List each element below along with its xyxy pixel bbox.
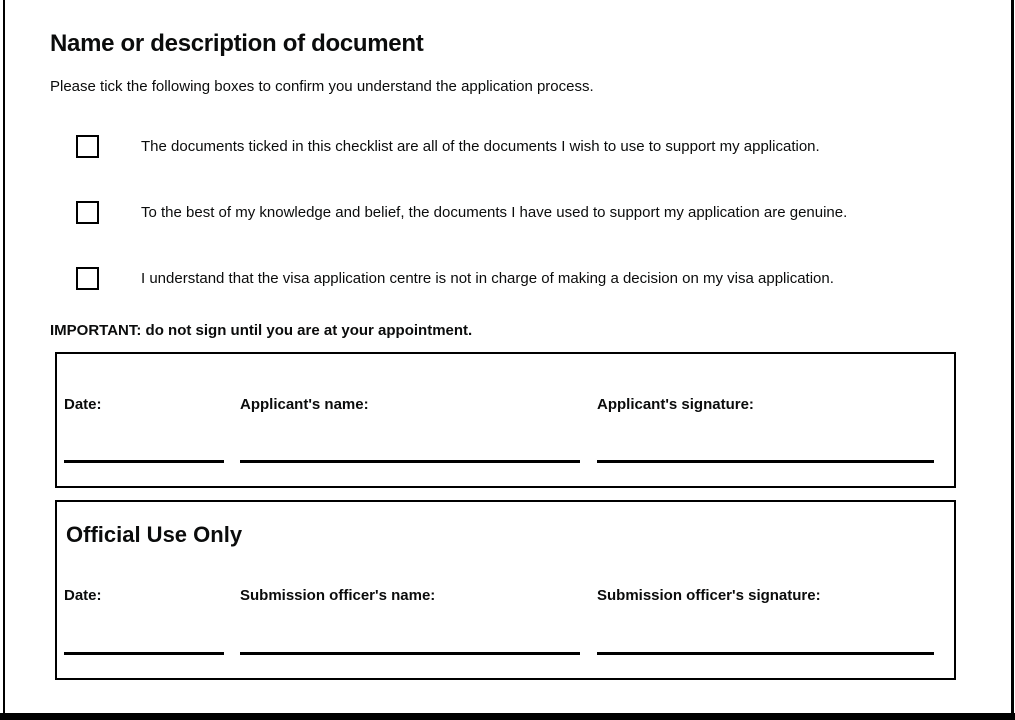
- checklist-item-label: I understand that the visa application centre is not in charge of making a decision on my visa application.: [141, 270, 834, 287]
- name-line[interactable]: [240, 460, 580, 463]
- field-officer-name: [240, 502, 580, 678]
- field-label: Submission officer's signature:: [597, 587, 821, 604]
- field-label: Date:: [64, 396, 102, 413]
- official-use-heading: Official Use Only: [66, 522, 243, 547]
- confirmation-checkbox-1[interactable]: [76, 135, 99, 158]
- page-title: Name or description of document: [50, 30, 424, 57]
- date-line[interactable]: [64, 652, 224, 655]
- checklist-item-label: To the best of my knowledge and belief, the documents I have used to support my application are genuine.: [141, 204, 848, 221]
- date-line[interactable]: [64, 460, 224, 463]
- field-label: Applicant's signature:: [597, 396, 754, 413]
- important-note: IMPORTANT: do not sign until you are at your appointment.: [50, 322, 473, 339]
- field-label: Submission officer's name:: [240, 587, 436, 604]
- field-official-date: [64, 502, 224, 678]
- name-line[interactable]: [240, 652, 580, 655]
- field-applicant-name: [240, 354, 580, 486]
- official-use-box: [55, 500, 956, 680]
- checklist-item-documents-ticked: [76, 135, 820, 158]
- signature-line[interactable]: [597, 460, 934, 463]
- page-border-right: [1011, 0, 1014, 720]
- applicant-signature-box: [55, 352, 956, 488]
- field-label: Date:: [64, 587, 102, 604]
- intro-text: Please tick the following boxes to confirm you understand the application process.: [50, 78, 594, 95]
- page-border-left: [3, 0, 5, 720]
- field-officer-signature: [597, 502, 934, 678]
- field-applicant-signature: [597, 354, 934, 486]
- field-label: Applicant's name:: [240, 396, 369, 413]
- confirmation-checkbox-3[interactable]: [76, 267, 99, 290]
- page-border-bottom: [0, 713, 1015, 720]
- checklist-item-documents-genuine: [76, 201, 847, 224]
- signature-line[interactable]: [597, 652, 934, 655]
- checklist-item-label: The documents ticked in this checklist are all of the documents I wish to use to support my application.: [141, 138, 820, 155]
- field-applicant-date: [64, 354, 224, 486]
- confirmation-checkbox-2[interactable]: [76, 201, 99, 224]
- checklist-item-vac-not-decision-maker: [76, 267, 834, 290]
